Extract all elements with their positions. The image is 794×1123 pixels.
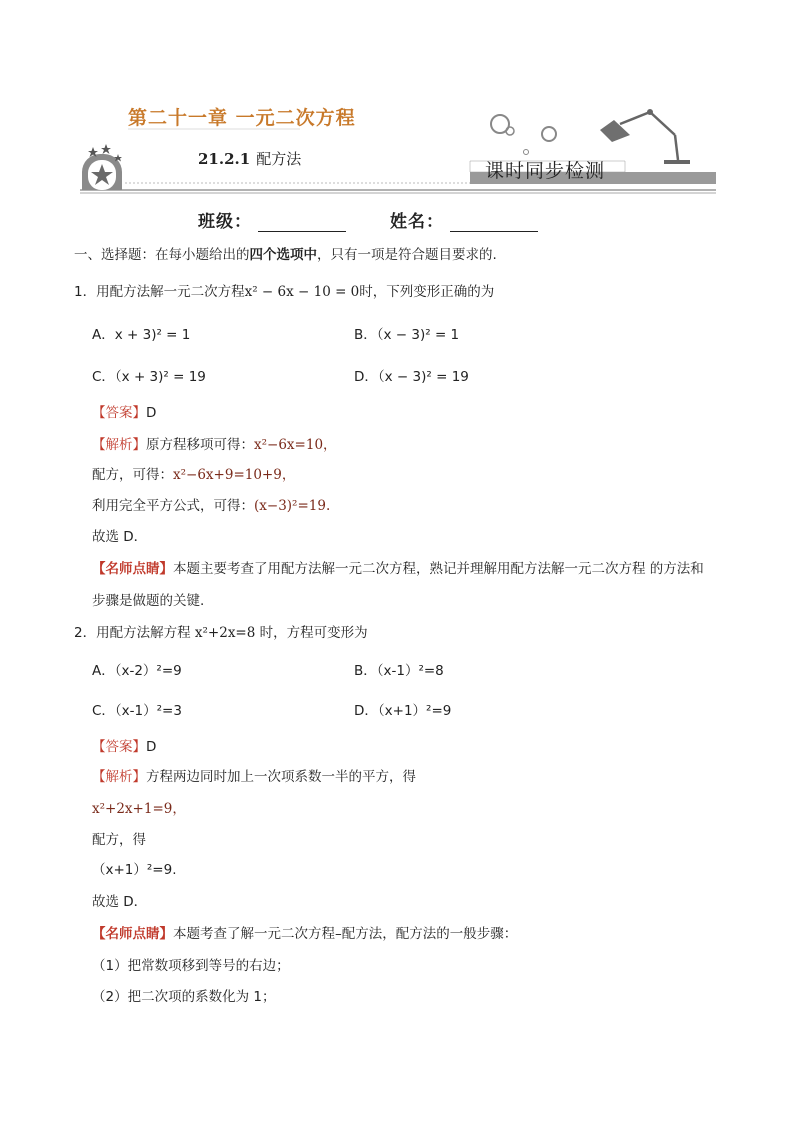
q1-analysis-2: 配方，可得：x²−6x+9=10+9，	[92, 467, 296, 483]
section-title	[198, 148, 301, 169]
q2-analysis-4: （x+1）²=9.	[92, 862, 177, 878]
question-2-stem: 2．用配方法解方程 x²+2x=8 时，方程可变形为	[74, 625, 368, 641]
q1-answer: 【答案】D	[92, 405, 157, 421]
q2-comment-1: 【名师点睛】本题考查了解一元二次方程–配方法，配方法的一般步骤：	[92, 926, 518, 942]
star-badge-icon	[82, 144, 122, 190]
q2-option-c: C．（x-1）²=3	[92, 703, 182, 719]
name-blank	[450, 217, 538, 232]
q2-answer: 【答案】D	[92, 739, 157, 755]
chapter-title: 第二十一章 一元二次方程	[128, 107, 356, 129]
q1-option-d: D．（x − 3)² = 19	[354, 369, 469, 385]
q1-choose: 故选 D．	[92, 529, 148, 545]
q1-option-b: B．（x − 3)² = 1	[354, 327, 460, 343]
bubble-icon	[491, 115, 556, 155]
q1-comment-2: 步骤是做题的关键.	[92, 593, 205, 609]
q2-option-a: A．（x-2）²=9	[92, 663, 182, 679]
desk-lamp-icon	[600, 109, 690, 164]
question-1-stem: 1．用配方法解一元二次方程x² − 6x − 10 = 0时，下列变形正确的为	[74, 284, 495, 300]
class-label: 班级：	[198, 212, 252, 232]
name-field	[390, 207, 538, 232]
q2-option-d: D．（x+1）²=9	[354, 703, 452, 719]
section-heading: 一、选择题：在每小题给出的四个选项中，只有一项是符合题目要求的.	[74, 247, 497, 263]
section-number: 21.2.1	[198, 150, 251, 168]
q2-step-2: （2）把二次项的系数化为 1；	[92, 989, 276, 1005]
class-field	[198, 207, 346, 232]
class-blank	[258, 217, 346, 232]
section-name: 配方法	[256, 150, 302, 168]
q2-choose: 故选 D．	[92, 894, 148, 910]
banner-label: 课时同步检测	[485, 160, 606, 182]
q2-analysis-2: x²+2x+1=9，	[92, 801, 186, 817]
q1-analysis-1: 【解析】原方程移项可得：x²−6x=10，	[92, 437, 337, 453]
q1-option-c: C．（x + 3)² = 19	[92, 369, 206, 385]
q2-analysis-1: 【解析】方程两边同时加上一次项系数一半的平方，得	[92, 769, 416, 785]
q2-analysis-3: 配方，得	[92, 832, 146, 848]
q1-option-a: A．x + 3)² = 1	[92, 327, 191, 343]
q2-step-1: （1）把常数项移到等号的右边；	[92, 958, 290, 974]
q2-option-b: B．（x-1）²=8	[354, 663, 444, 679]
name-label: 姓名：	[390, 212, 444, 232]
q1-comment-1: 【名师点睛】本题主要考查了用配方法解一元二次方程，熟记并理解用配方法解一元二次方程 的方法和	[92, 561, 704, 577]
header-banner-graphic	[0, 0, 794, 200]
q1-analysis-3: 利用完全平方公式，可得：(x−3)²=19.	[92, 498, 331, 514]
